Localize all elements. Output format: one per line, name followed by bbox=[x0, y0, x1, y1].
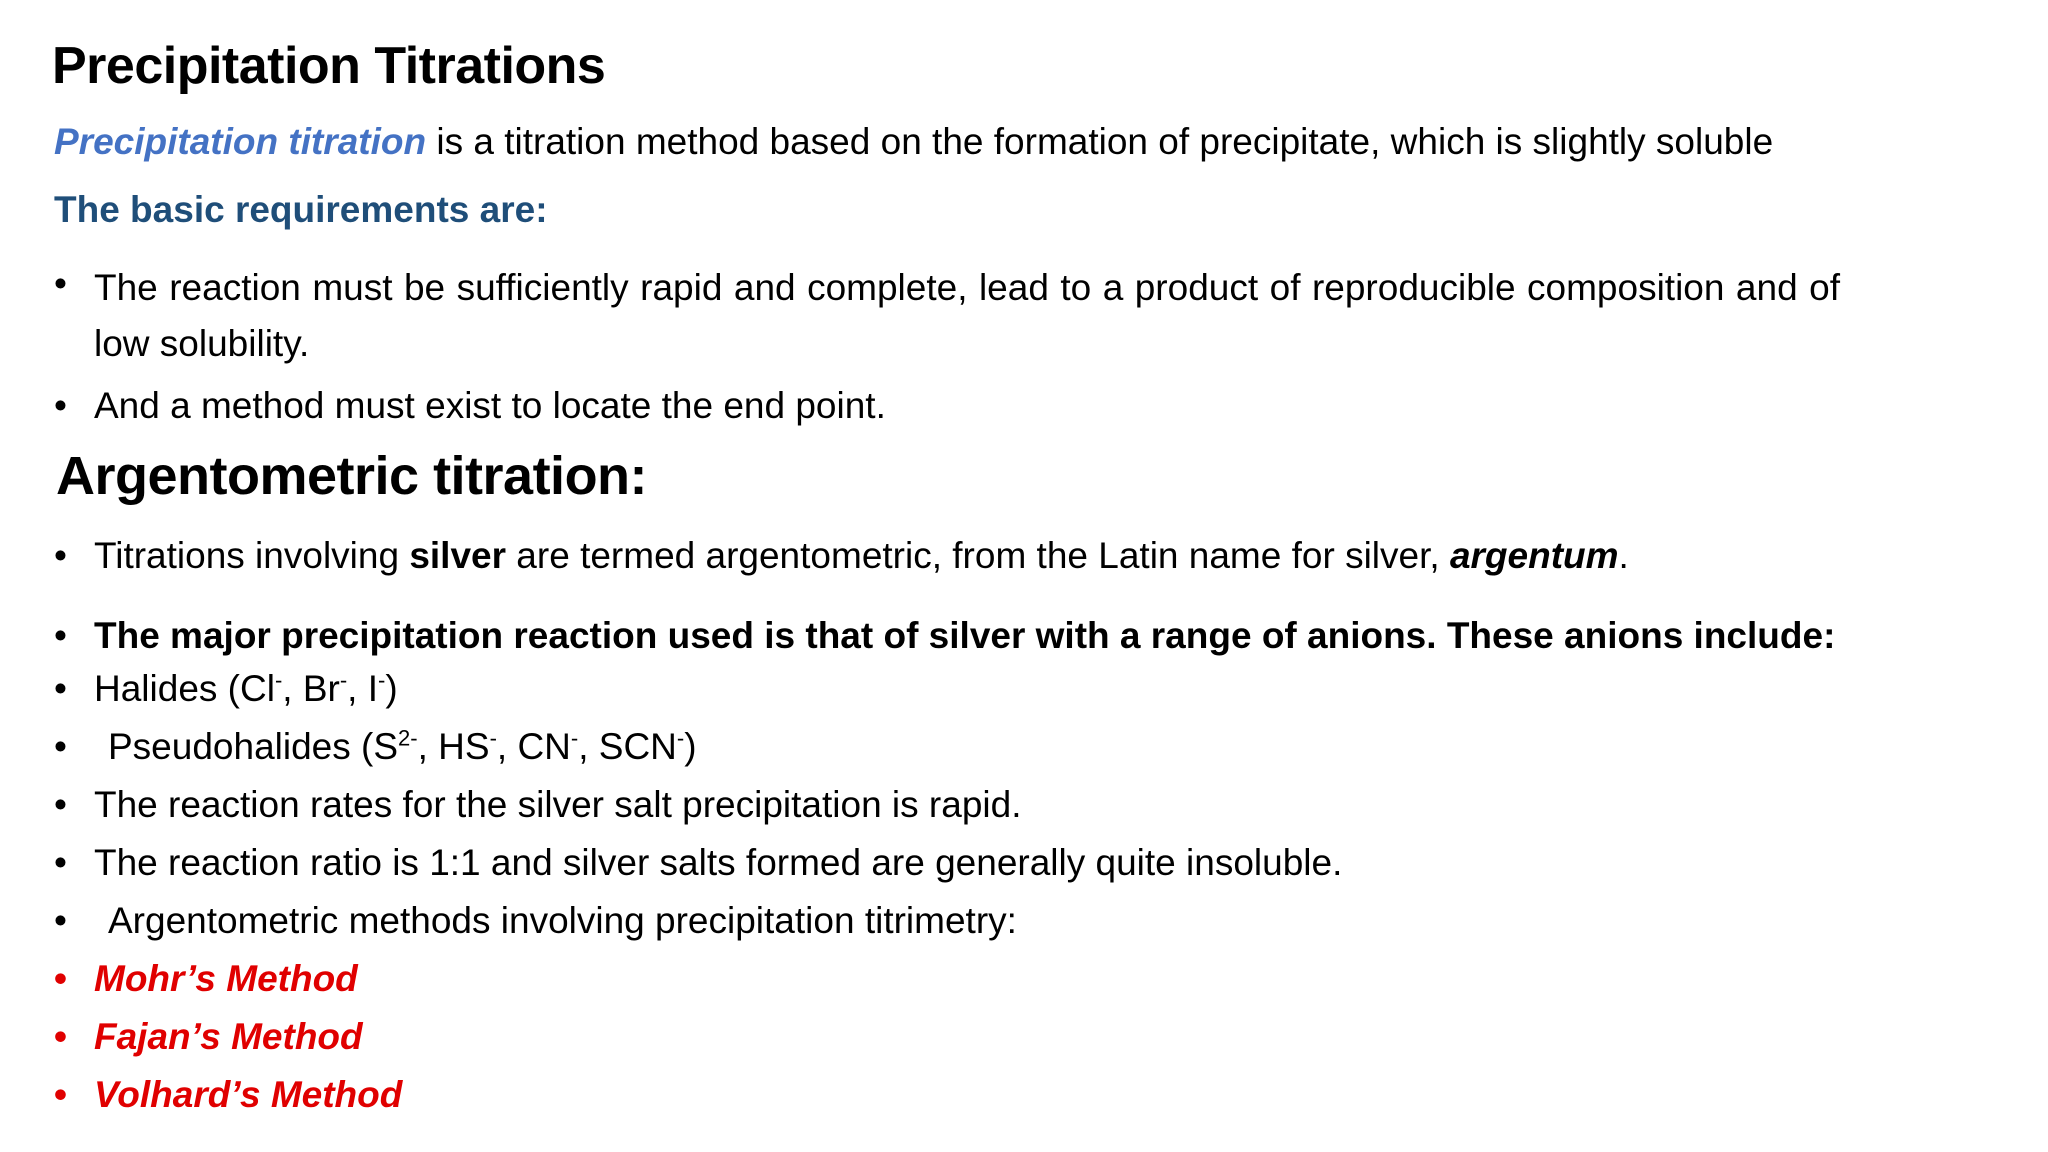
list-item bbox=[54, 834, 2004, 892]
reaction-ratio-text: The reaction ratio is 1:1 and silver salts formed are generally quite insoluble. bbox=[94, 842, 1343, 883]
text-run: are termed argentometric, from the Latin name for silver, bbox=[506, 535, 1450, 576]
superscript: - bbox=[274, 667, 283, 693]
slide-title: Precipitation Titrations bbox=[52, 37, 606, 95]
text-run: , I bbox=[347, 668, 378, 709]
method-item-fajan bbox=[54, 1008, 2004, 1066]
text-run: Titrations involving bbox=[94, 535, 410, 576]
text-run: Halides (Cl bbox=[94, 668, 275, 709]
list-item bbox=[54, 260, 1840, 372]
method-item-volhard bbox=[54, 1066, 2004, 1124]
argentometric-list bbox=[54, 532, 2004, 1124]
method-item-mohr bbox=[54, 950, 2004, 1008]
bullet-icon: • bbox=[54, 784, 67, 825]
argentometric-definition bbox=[54, 532, 2004, 580]
superscript: - bbox=[570, 725, 579, 751]
intro-paragraph bbox=[54, 118, 1994, 166]
pseudohalides-text bbox=[54, 718, 2004, 776]
major-reaction-text bbox=[54, 612, 2004, 660]
section-title: Argentometric titration: bbox=[56, 446, 648, 506]
list-item bbox=[54, 892, 2004, 950]
text-run: , HS bbox=[417, 726, 490, 767]
superscript: - bbox=[339, 667, 348, 693]
bullet-icon: • bbox=[54, 615, 67, 656]
bold-term-silver: silver bbox=[409, 535, 507, 576]
method-name: Fajan’s Method bbox=[94, 1016, 363, 1057]
text-run: ) bbox=[684, 726, 697, 767]
text-run: , CN bbox=[496, 726, 571, 767]
list-item bbox=[54, 718, 2004, 776]
intro-text: is a titration method based on the formation of precipitate, which is slightly soluble bbox=[426, 121, 1774, 162]
bullet-icon: • bbox=[54, 263, 67, 304]
bullet-icon: • bbox=[54, 385, 67, 426]
list-item bbox=[54, 776, 2004, 834]
bullet-icon: • bbox=[54, 958, 67, 999]
text-run: . bbox=[1618, 535, 1629, 576]
methods-intro-text: Argentometric methods involving precipitation titrimetry: bbox=[108, 900, 1017, 941]
bullet-icon: • bbox=[54, 535, 67, 576]
list-item bbox=[54, 532, 2004, 580]
reaction-rate-text: The reaction rates for the silver salt precipitation is rapid. bbox=[94, 784, 1022, 825]
list-item bbox=[54, 382, 1840, 430]
bold-text: The major precipitation reaction used is that of silver with a range of anions. These anions include: bbox=[94, 615, 1836, 656]
bullet-icon: • bbox=[54, 668, 67, 709]
bullet-icon: • bbox=[54, 1074, 67, 1115]
text-run: ) bbox=[385, 668, 398, 709]
method-name: Mohr’s Method bbox=[94, 958, 358, 999]
bullet-icon: • bbox=[54, 842, 67, 883]
halides-text bbox=[54, 660, 2004, 718]
bullet-icon: • bbox=[54, 1016, 67, 1057]
list-item bbox=[54, 612, 2004, 660]
text-run: Pseudohalides (S bbox=[108, 726, 399, 767]
superscript: - bbox=[676, 725, 685, 751]
text-run: , SCN bbox=[578, 726, 677, 767]
requirement-text: And a method must exist to locate the end point. bbox=[94, 385, 886, 426]
bullet-icon: • bbox=[54, 900, 67, 941]
requirements-heading: The basic requirements are: bbox=[54, 189, 548, 230]
bullet-icon: • bbox=[54, 726, 67, 767]
requirements-list bbox=[54, 260, 1840, 430]
intro-term: Precipitation titration bbox=[54, 121, 427, 162]
text-run: , Br bbox=[282, 668, 340, 709]
superscript: - bbox=[378, 667, 386, 693]
italic-term-argentum: argentum bbox=[1449, 535, 1619, 576]
method-name: Volhard’s Method bbox=[94, 1074, 403, 1115]
list-item bbox=[54, 660, 2004, 718]
superscript: - bbox=[489, 725, 497, 751]
superscript: 2- bbox=[398, 725, 418, 751]
requirement-text: The reaction must be sufficiently rapid and complete, lead to a product of reproducible composition and of low solubility. bbox=[94, 267, 1840, 364]
